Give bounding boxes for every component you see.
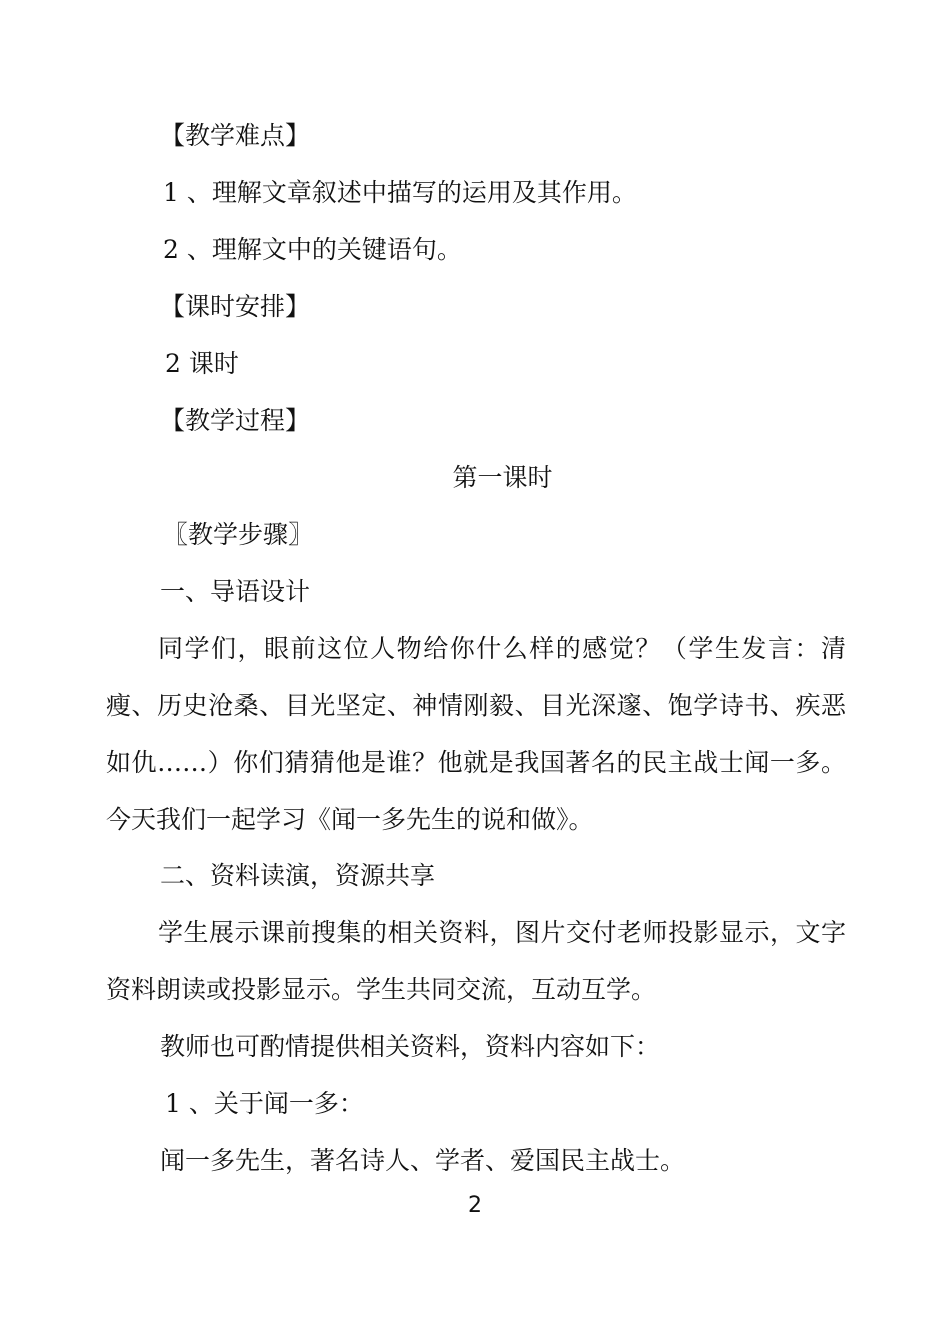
teacher-materials-line: 教师也可酌情提供相关资料，资料内容如下： bbox=[160, 1032, 661, 1061]
section-2-title: 二、资料读演，资源共享 bbox=[160, 861, 436, 890]
page-number: 2 bbox=[468, 1193, 482, 1218]
section-2-paragraph: 学生展示课前搜集的相关资料，图片交付老师投影显示，文字资料朗读或投影显示。学生共同交流，互动互学。 bbox=[106, 918, 846, 1004]
item-1-title: 1 、关于闻一多： bbox=[165, 1089, 364, 1118]
section-1-title: 一、导语设计 bbox=[160, 577, 311, 606]
heading-teaching-difficulty: 【教学难点】 bbox=[160, 121, 311, 150]
section-1-paragraph: 同学们，眼前这位人物给你什么样的感觉？（学生发言：清瘦、历史沧桑、目光坚定、神情刚毅、目光深邃、饱学诗书、疾恶如仇……）你们猜猜他是谁？他就是我国著名的民主战士闻一多。今天我们一起学习《闻一多先生的说和做》。 bbox=[106, 634, 846, 834]
heading-class-schedule: 【课时安排】 bbox=[160, 292, 311, 321]
difficulty-item-2: 2 、理解文中的关键语句。 bbox=[163, 235, 462, 264]
heading-teaching-process: 【教学过程】 bbox=[160, 406, 311, 435]
item-1-text: 闻一多先生，著名诗人、学者、爱国民主战士。 bbox=[160, 1146, 686, 1175]
class-schedule-value: 2 课时 bbox=[165, 349, 239, 378]
lesson-title: 第一课时 bbox=[452, 463, 553, 492]
difficulty-item-1: 1 、理解文章叙述中描写的运用及其作用。 bbox=[163, 178, 637, 207]
steps-heading: 〖教学步骤〗 bbox=[163, 520, 314, 549]
